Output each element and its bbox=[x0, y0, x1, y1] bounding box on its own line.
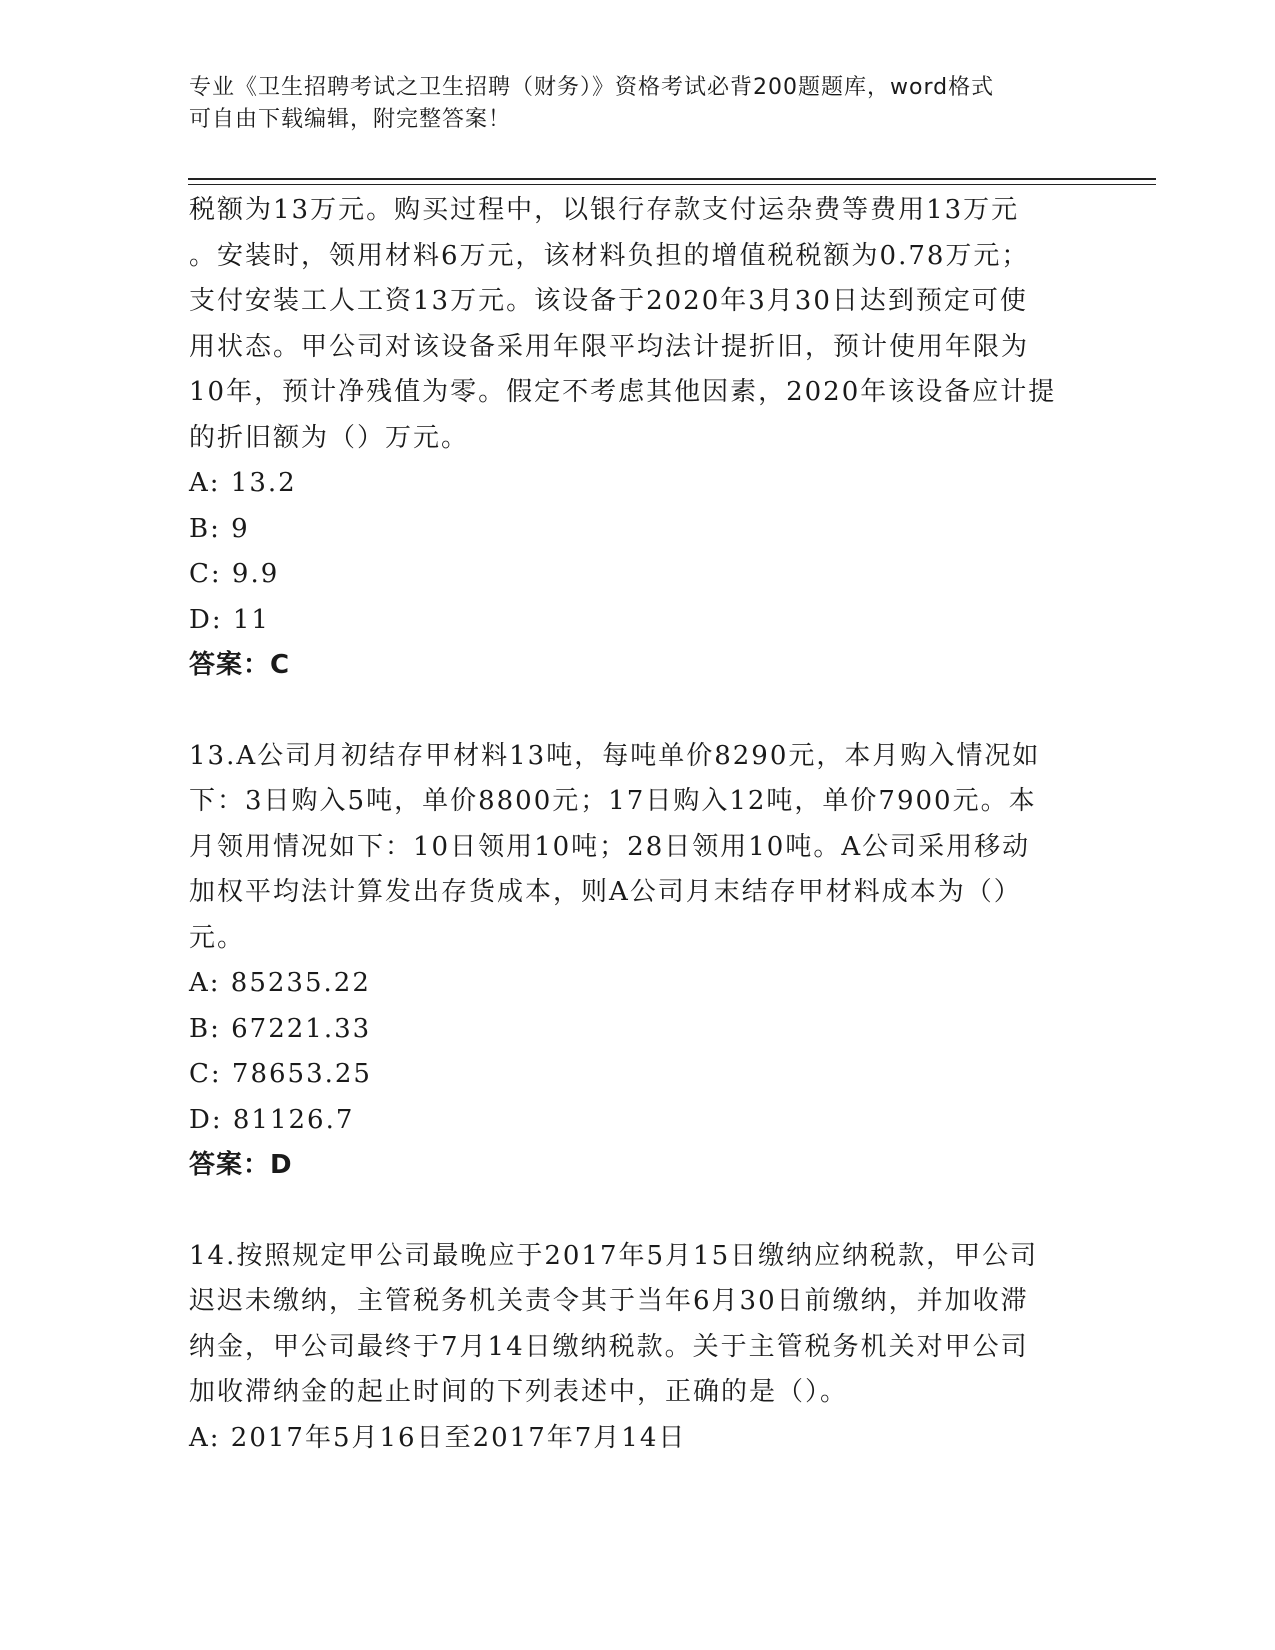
header-title-line2: 可自由下载编辑，附完整答案！ bbox=[189, 107, 512, 132]
option-a: A: 2017年5月16日至2017年7月14日 bbox=[189, 1422, 687, 1453]
question-text-line: 10年，预计净残值为零。假定不考虑其他因素，2020年该设备应计提 bbox=[189, 377, 1057, 407]
document-body bbox=[189, 188, 1089, 1461]
question-text-line: 纳金，甲公司最终于7月14日缴纳税款。关于主管税务机关对甲公司 bbox=[189, 1331, 1029, 1362]
header-title-line1: 专业《卫生招聘考试之卫生招聘（财务）》资格考试必背200题题库，word格式 bbox=[189, 75, 995, 100]
question-text-line: 加收滞纳金的起止时间的下列表述中，正确的是（）。 bbox=[189, 1377, 849, 1407]
option-a: A: 13.2 bbox=[189, 468, 297, 498]
question-text-line: 税额为13万元。购买过程中，以银行存款支付运杂费等费用13万元 bbox=[189, 195, 1020, 225]
answer-label: 答案：D bbox=[189, 1150, 293, 1180]
option-d: D: 81126.7 bbox=[189, 1104, 355, 1135]
header-divider-thick bbox=[188, 178, 1156, 180]
header-divider-thin bbox=[188, 184, 1156, 185]
question-12 bbox=[189, 188, 1089, 689]
option-c: C: 78653.25 bbox=[189, 1059, 372, 1089]
question-text-line: 加权平均法计算发出存货成本，则A公司月末结存甲材料成本为（） bbox=[189, 877, 1022, 907]
question-spacer bbox=[189, 1189, 1089, 1234]
option-c: C: 9.9 bbox=[189, 559, 280, 589]
question-text-line: 。安装时，领用材料6万元，该材料负担的增值税税额为0.78万元； bbox=[189, 240, 1030, 271]
option-b: B: 9 bbox=[189, 513, 250, 544]
question-text-line: 支付安装工人工资13万元。该设备于2020年3月30日达到预定可使 bbox=[189, 286, 1028, 316]
page-header bbox=[189, 72, 1089, 136]
option-a: A: 85235.22 bbox=[189, 968, 371, 998]
question-13 bbox=[189, 734, 1089, 1189]
question-text-line: 月领用情况如下：10日领用10吨；28日领用10吨。A公司采用移动 bbox=[189, 831, 1031, 862]
question-text-line: 13.A公司月初结存甲材料13吨，每吨单价8290元，本月购入情况如 bbox=[189, 740, 1041, 771]
question-text-line: 14.按照规定甲公司最晚应于2017年5月15日缴纳应纳税款，甲公司 bbox=[189, 1240, 1039, 1271]
question-14 bbox=[189, 1234, 1089, 1462]
option-d: D: 11 bbox=[189, 604, 270, 635]
question-text-line: 的折旧额为（）万元。 bbox=[189, 422, 470, 453]
answer-label: 答案：C bbox=[189, 650, 291, 680]
question-text-line: 迟迟未缴纳，主管税务机关责令其于当年6月30日前缴纳，并加收滞 bbox=[189, 1286, 1029, 1316]
question-spacer bbox=[189, 689, 1089, 734]
question-text-line: 下：3日购入5吨，单价8800元；17日购入12吨，单价7900元。本 bbox=[189, 786, 1037, 816]
question-text-line: 用状态。甲公司对该设备采用年限平均法计提折旧，预计使用年限为 bbox=[189, 331, 1030, 362]
question-text-line: 元。 bbox=[189, 922, 246, 953]
option-b: B: 67221.33 bbox=[189, 1013, 372, 1044]
